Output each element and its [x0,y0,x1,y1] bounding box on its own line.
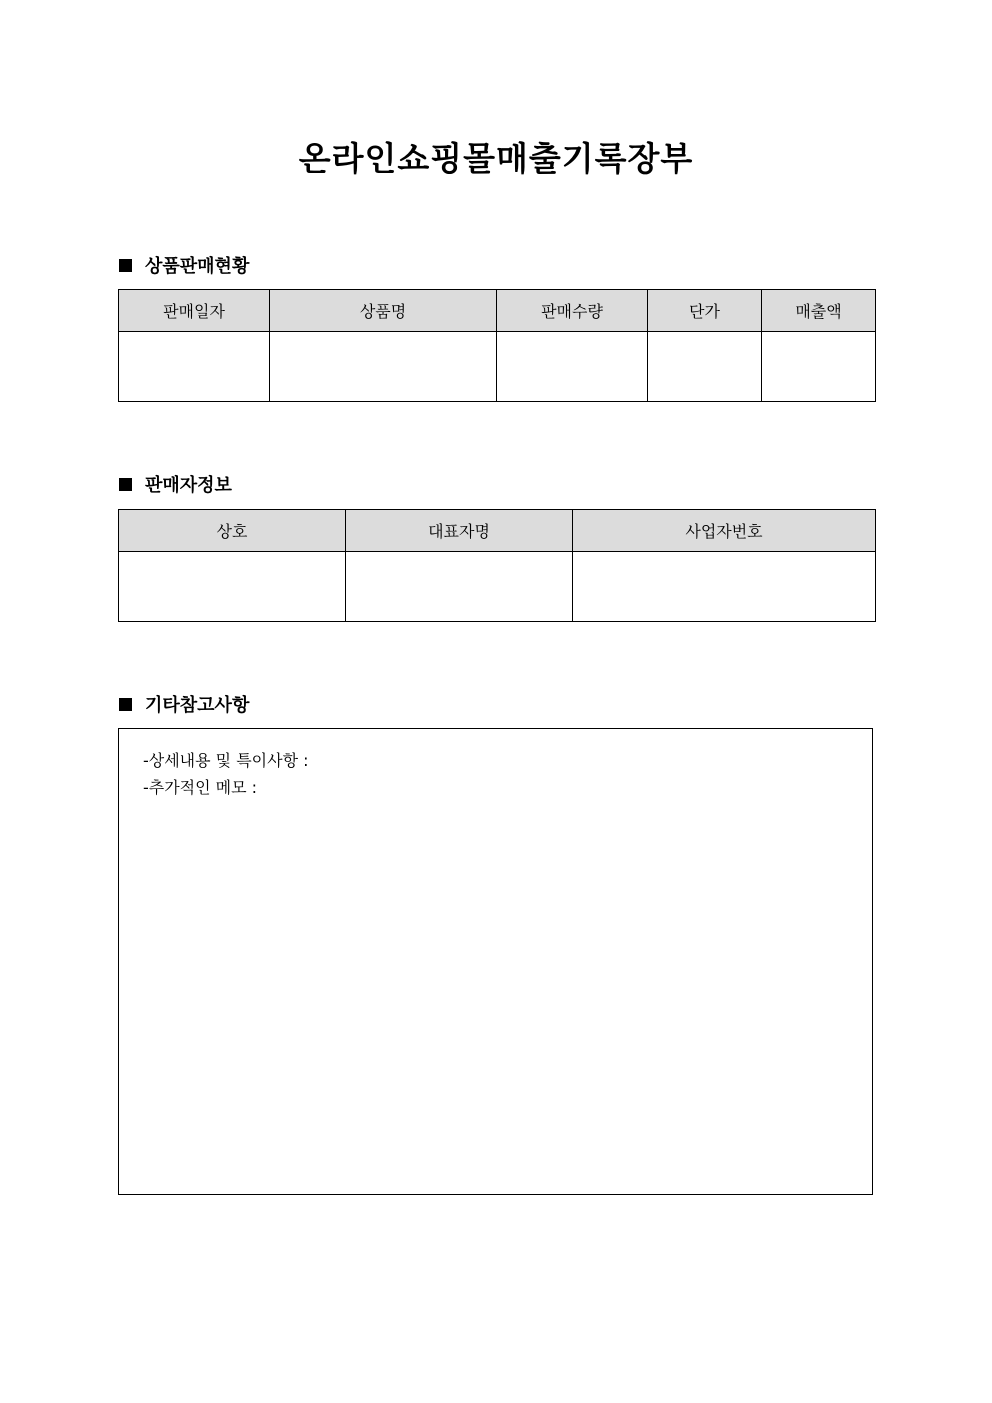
column-header-unit-price: 단가 [648,290,762,332]
sale-date-cell[interactable] [119,332,270,402]
notes-line-memo: -추가적인 메모 : [143,778,258,797]
product-name-cell[interactable] [270,332,497,402]
section-heading-label: 판매자정보 [145,475,232,496]
section-heading-label: 상품판매현황 [145,256,250,277]
table-header-row [119,510,876,552]
sales-amount-cell[interactable] [762,332,876,402]
table-header-row [119,290,876,332]
column-header-representative: 대표자명 [346,510,573,552]
representative-cell[interactable] [346,552,573,622]
section-heading-notes [119,692,249,716]
column-header-quantity: 판매수량 [497,290,648,332]
unit-price-cell[interactable] [648,332,762,402]
quantity-cell[interactable] [497,332,648,402]
square-bullet-icon [119,698,132,711]
seller-table [118,509,876,622]
business-number-cell[interactable] [573,552,876,622]
table-row [119,552,876,622]
notes-box[interactable] [118,728,873,1195]
column-header-sales-amount: 매출액 [762,290,876,332]
page-title: 온라인쇼핑몰매출기록장부 [298,139,694,178]
column-header-business-name: 상호 [119,510,346,552]
section-heading-label: 기타참고사항 [145,695,250,716]
section-heading-sales [119,253,249,277]
sales-table [118,289,876,402]
section-heading-seller [119,472,232,496]
square-bullet-icon [119,259,132,272]
column-header-product-name: 상품명 [270,290,497,332]
column-header-sale-date: 판매일자 [119,290,270,332]
column-header-business-number: 사업자번호 [573,510,876,552]
business-name-cell[interactable] [119,552,346,622]
notes-line-details: -상세내용 및 특이사항 : [143,751,309,770]
table-row [119,332,876,402]
square-bullet-icon [119,478,132,491]
